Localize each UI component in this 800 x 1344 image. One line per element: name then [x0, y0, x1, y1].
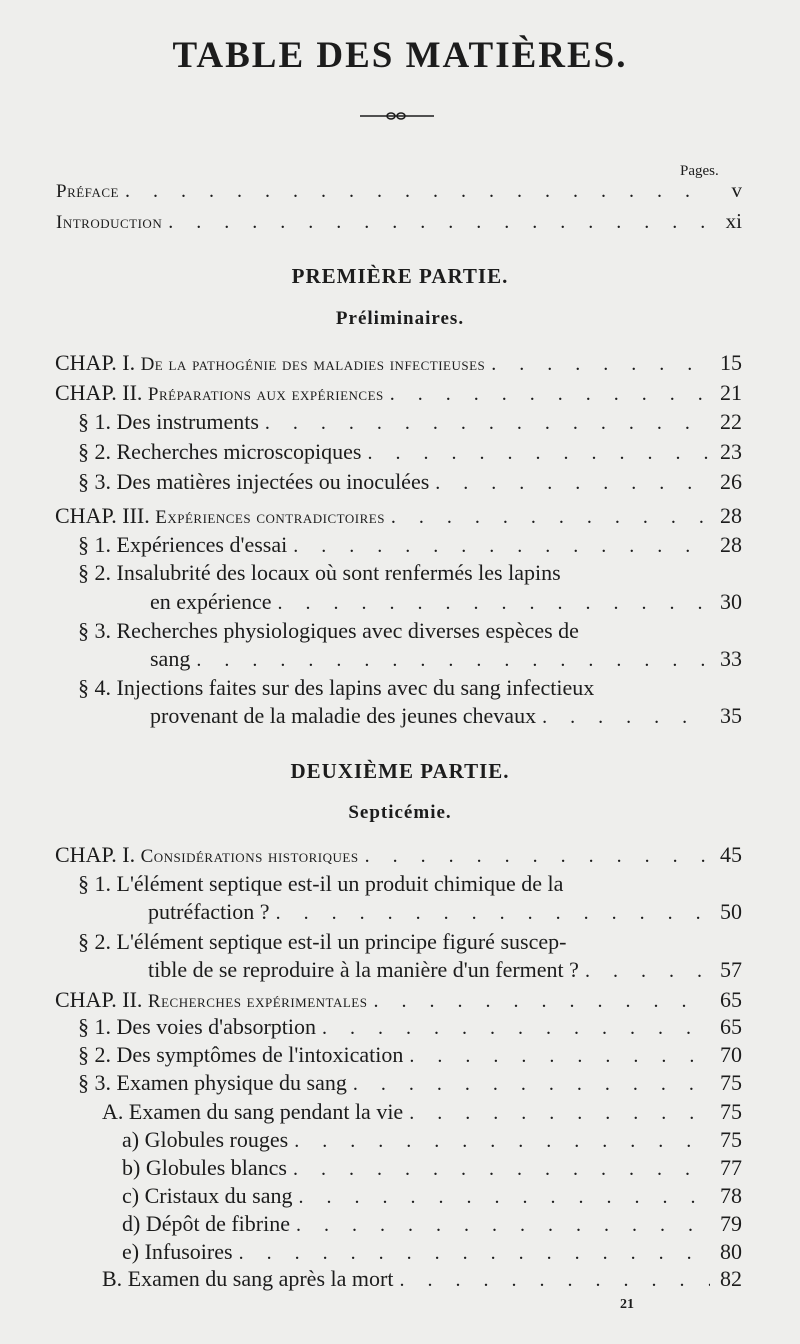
- entry-page: 22: [720, 409, 742, 434]
- entry-title: De la pathogénie des maladies infectieuses: [140, 354, 486, 375]
- toc-entry[interactable]: [78, 437, 742, 467]
- entry-label: § 4.: [78, 675, 117, 700]
- entry-label: § 2.: [78, 439, 117, 464]
- leader-dots: [542, 702, 710, 732]
- leader-dots: [585, 956, 710, 986]
- entry-label: § 3.: [78, 618, 117, 643]
- leader-dots: [409, 1041, 710, 1071]
- entry-title: L'élément septique est-il un produit chimique de la: [116, 871, 564, 896]
- entry-title: Examen du sang pendant la vie: [128, 1099, 404, 1124]
- page-title: TABLE DES MATIÈRES.: [172, 35, 628, 76]
- toc-entry[interactable]: [78, 467, 742, 497]
- part-heading: DEUXIÈME PARTIE.: [290, 759, 510, 783]
- signature-mark: 21: [620, 1297, 634, 1312]
- entry-label: § 2.: [78, 560, 117, 585]
- entry-page: 28: [720, 532, 742, 557]
- toc-entry[interactable]: [78, 869, 742, 899]
- entry-label: a): [122, 1127, 145, 1152]
- leader-dots: [293, 531, 710, 561]
- entry-title: Insalubrité des locaux où sont renfermés les lapins: [116, 560, 561, 585]
- entry-page: 45: [720, 842, 742, 867]
- entry-page: 23: [720, 439, 742, 464]
- leader-dots: [365, 841, 710, 871]
- leader-dots: [399, 1265, 710, 1295]
- entry-title-continuation: provenant de la maladie des jeunes chevaux: [150, 703, 537, 728]
- entry-label: § 1.: [78, 871, 117, 896]
- ornament-rule: [360, 110, 434, 122]
- toc-entry[interactable]: [78, 673, 742, 703]
- toc-entry[interactable]: [55, 840, 742, 870]
- part-heading: PREMIÈRE PARTIE.: [291, 264, 509, 288]
- entry-page: 65: [720, 987, 742, 1012]
- leader-dots: [435, 468, 710, 498]
- entry-title: Infusoires: [144, 1239, 233, 1264]
- entry-title: Recherches expérimentales: [147, 991, 368, 1012]
- entry-page: 75: [720, 1070, 742, 1095]
- entry-title: Recherches microscopiques: [116, 439, 362, 464]
- entry-title: Recherches physiologiques avec diverses espèces de: [116, 618, 579, 643]
- entry-title: Des symptômes de l'intoxication: [116, 1042, 404, 1067]
- toc-entry[interactable]: [78, 616, 742, 646]
- entry-label: § 2.: [78, 929, 117, 954]
- toc-entry[interactable]: [55, 501, 742, 531]
- entry-title: Examen du sang après la mort: [127, 1266, 394, 1291]
- entry-title: Cristaux du sang: [144, 1183, 293, 1208]
- entry-label: B.: [102, 1266, 128, 1291]
- entry-title: Dépôt de fibrine: [145, 1211, 290, 1236]
- entry-page: v: [731, 178, 742, 202]
- entry-label: A.: [102, 1099, 129, 1124]
- toc-entry-continuation[interactable]: [148, 955, 742, 985]
- toc-entry[interactable]: [102, 1097, 742, 1127]
- entry-label: d): [122, 1211, 146, 1236]
- entry-label: § 1.: [78, 409, 117, 434]
- leader-dots: [168, 207, 710, 237]
- entry-page: 65: [720, 1014, 742, 1039]
- entry-page: 50: [720, 899, 742, 924]
- leader-dots: [322, 1013, 710, 1043]
- toc-entry[interactable]: [122, 1153, 742, 1183]
- entry-page: 75: [720, 1127, 742, 1152]
- entry-title-continuation: sang: [150, 646, 191, 671]
- leader-dots: [491, 349, 710, 379]
- entry-page: 80: [720, 1239, 742, 1264]
- entry-title: Introduction: [56, 212, 163, 233]
- entry-title: Préface: [56, 181, 119, 202]
- toc-entry[interactable]: [122, 1209, 742, 1239]
- entry-page: 33: [720, 646, 742, 671]
- toc-entry[interactable]: [122, 1125, 742, 1155]
- toc-entry-continuation[interactable]: [150, 701, 742, 731]
- toc-entry[interactable]: [78, 558, 742, 588]
- toc-entry[interactable]: [55, 348, 742, 378]
- entry-page: 75: [720, 1099, 742, 1124]
- part-subheading: Préliminaires.: [335, 308, 465, 329]
- toc-entry-continuation[interactable]: [150, 587, 742, 617]
- entry-title: L'élément septique est-il un principe figuré suscep-: [116, 929, 567, 954]
- entry-page: 79: [720, 1211, 742, 1236]
- toc-entry[interactable]: [78, 407, 742, 437]
- entry-label: CHAP. I.: [55, 842, 141, 867]
- toc-entry[interactable]: [55, 378, 742, 408]
- entry-page: 30: [720, 589, 742, 614]
- entry-label: § 3.: [78, 469, 117, 494]
- entry-page: 77: [720, 1155, 742, 1180]
- leader-dots: [296, 1210, 710, 1240]
- entry-label: b): [122, 1155, 146, 1180]
- leader-dots: [298, 1182, 710, 1212]
- toc-entry-continuation[interactable]: [148, 897, 742, 927]
- entry-label: c): [122, 1183, 145, 1208]
- entry-page: 28: [720, 503, 742, 528]
- part-subheading: Septicémie.: [348, 802, 452, 823]
- toc-entry[interactable]: [78, 1040, 742, 1070]
- entry-title: Des voies d'absorption: [116, 1014, 316, 1039]
- leader-dots: [196, 645, 710, 675]
- leader-dots: [278, 588, 710, 618]
- entry-page: 70: [720, 1042, 742, 1067]
- toc-entry-preface[interactable]: [56, 175, 742, 205]
- toc-entry-introduction[interactable]: [56, 206, 742, 236]
- entry-label: CHAP. II.: [55, 987, 148, 1012]
- entry-page: 57: [720, 957, 742, 982]
- leader-dots: [294, 1126, 710, 1156]
- entry-label: § 1.: [78, 1014, 117, 1039]
- pages-column-label: Pages.: [680, 163, 719, 179]
- leader-dots: [391, 502, 710, 532]
- entry-label: CHAP. II.: [55, 380, 148, 405]
- entry-label: § 1.: [78, 532, 117, 557]
- entry-title: Expériences d'essai: [116, 532, 288, 557]
- entry-page: 21: [720, 380, 742, 405]
- leader-dots: [265, 408, 710, 438]
- toc-entry[interactable]: [78, 1068, 742, 1098]
- entry-title: Globules blancs: [145, 1155, 287, 1180]
- toc-entry[interactable]: [78, 927, 742, 957]
- entry-title: Des instruments: [116, 409, 259, 434]
- toc-entry[interactable]: [55, 985, 742, 1015]
- entry-title: Considérations historiques: [140, 846, 359, 867]
- leader-dots: [353, 1069, 710, 1099]
- entry-page: 26: [720, 469, 742, 494]
- toc-entry[interactable]: [122, 1237, 742, 1267]
- entry-label: CHAP. I.: [55, 350, 141, 375]
- toc-entry[interactable]: [78, 530, 742, 560]
- toc-entry[interactable]: [78, 1012, 742, 1042]
- entry-label: § 2.: [78, 1042, 117, 1067]
- toc-entry[interactable]: [102, 1264, 742, 1294]
- toc-entry[interactable]: [122, 1181, 742, 1211]
- entry-title: Des matières injectées ou inoculées: [116, 469, 430, 494]
- entry-page: xi: [725, 209, 742, 233]
- leader-dots: [125, 176, 710, 206]
- entry-page: 15: [720, 350, 742, 375]
- leader-dots: [293, 1154, 710, 1184]
- entry-label: § 3.: [78, 1070, 117, 1095]
- entry-title-continuation: en expérience: [150, 589, 272, 614]
- entry-title-continuation: tible de se reproduire à la manière d'un ferment ?: [148, 957, 579, 982]
- entry-label: e): [122, 1239, 145, 1264]
- entry-page: 78: [720, 1183, 742, 1208]
- leader-dots: [276, 898, 710, 928]
- entry-title-continuation: putréfaction ?: [148, 899, 270, 924]
- entry-title: Préparations aux expériences: [147, 384, 384, 405]
- leader-dots: [367, 438, 710, 468]
- entry-title: Globules rouges: [144, 1127, 289, 1152]
- leader-dots: [390, 379, 710, 409]
- entry-title: Expériences contradictoires: [155, 507, 385, 528]
- entry-title: Injections faites sur des lapins avec du sang infectieux: [116, 675, 595, 700]
- entry-page: 35: [720, 703, 742, 728]
- entry-title: Examen physique du sang: [116, 1070, 347, 1095]
- entry-label: CHAP. III.: [55, 503, 156, 528]
- toc-entry-continuation[interactable]: [150, 644, 742, 674]
- leader-dots: [409, 1098, 710, 1128]
- entry-page: 82: [720, 1266, 742, 1291]
